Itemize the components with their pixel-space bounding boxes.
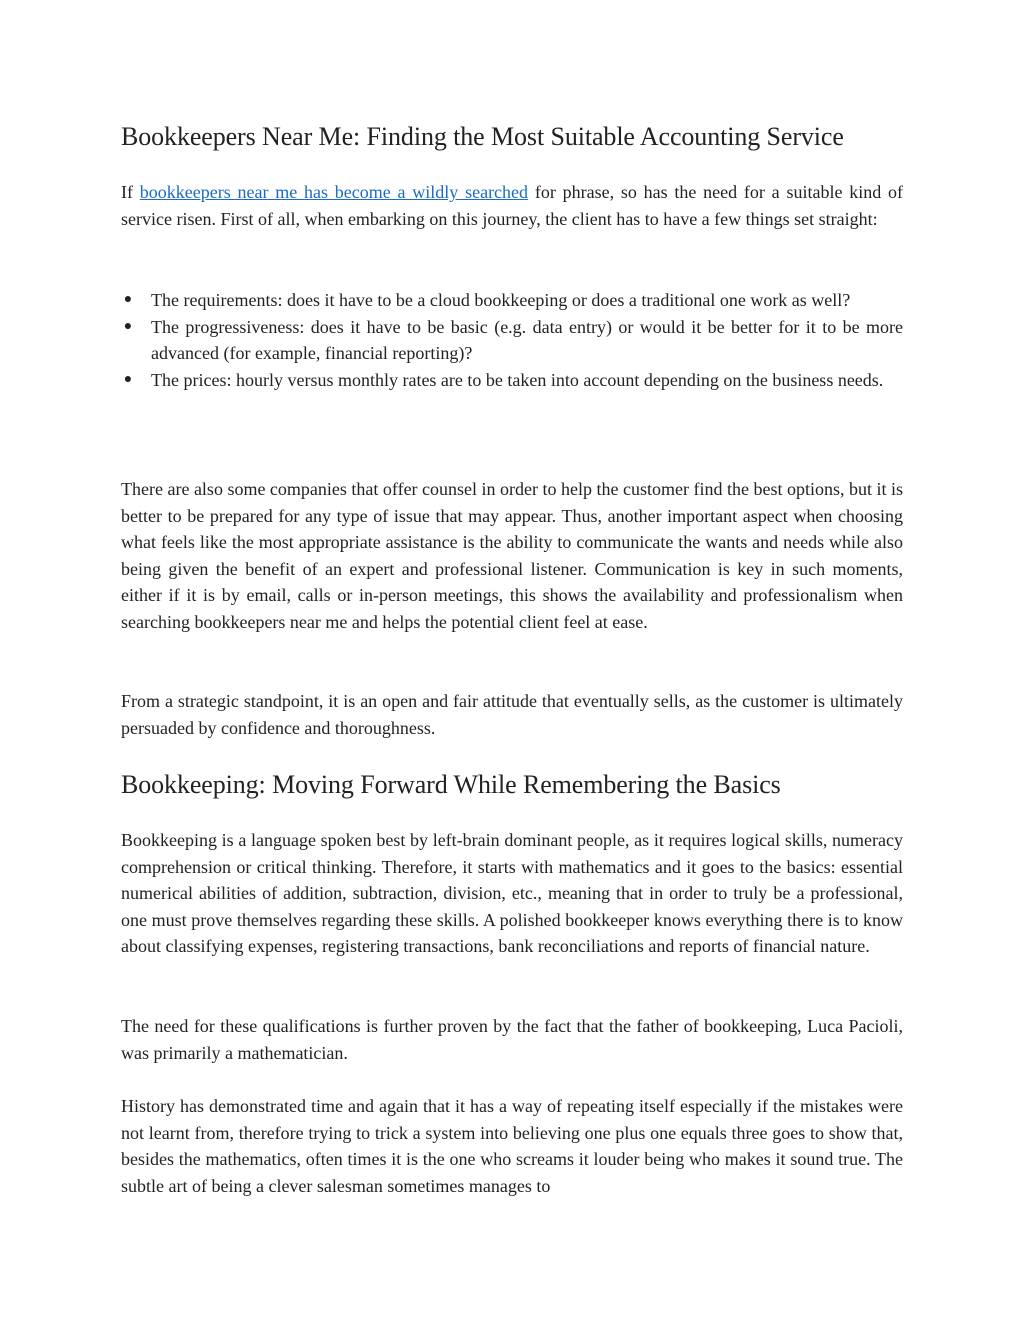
bullet-item-requirements [121, 287, 903, 314]
section-heading-bookkeeping-basics: Bookkeeping: Moving Forward While Remembering the Basics [121, 770, 781, 799]
bookkeepers-near-me-link[interactable]: bookkeepers near me has become a wildly searched [139, 182, 529, 202]
bullet-text: The prices: hourly versus monthly rates are to be taken into account depending on the business needs. [151, 369, 884, 390]
paragraph-qualifications-need: The need for these qualifications is further proven by the fact that the father of bookkeeping, Luca Pacioli, was primarily a mathematician. [121, 1016, 903, 1063]
paragraph-counsel: There are also some companies that offer counsel in order to help the customer find the best options, but it is better to be prepared for any type of issue that may appear. Thus, another important aspect when choosing what feels like the most appropriate assistance is the ability to communicate the wants and needs while also being given the benefit of an expert and professional listener. Communication is key in such moments, either if it is by email, calls or in-person meetings, this shows the availability and professionalism when searching bookkeepers near me and helps the potential client feel at ease. [121, 479, 903, 632]
intro-paragraph [121, 179, 903, 232]
bullet-item-progressiveness [121, 314, 903, 367]
bullet-dot-icon: ● [123, 292, 133, 307]
section-heading-bookkeepers-near-me: Bookkeepers Near Me: Finding the Most Suitable Accounting Service [121, 122, 844, 151]
paragraph-history: History has demonstrated time and again that it has a way of repeating itself especially if the mistakes were not learnt from, therefore trying to trick a system into believing one plus one equals three goes to show that, besides the mathematics, often times it is the one who screams it louder being who makes it sound true. The subtle art of being a clever salesman sometimes manages to [121, 1096, 903, 1196]
bullet-dot-icon: ● [123, 371, 133, 387]
intro-prefix: If [121, 182, 140, 202]
bullet-text: The requirements: does it have to be a cloud bookkeeping or does a traditional one work as well? [151, 290, 851, 310]
intro-suffix: for phrase, so has the need for a suitable kind of service risen. First of all, when embarking on this journey, the client has to have a few things set straight: [121, 182, 903, 229]
requirements-bullet-list [121, 287, 903, 393]
paragraph-bookkeeping-language: Bookkeeping is a language spoken best by left-brain dominant people, as it requires logical skills, numeracy comprehension or critical thinking. Therefore, it starts with mathematics and it goes to the basics: essential numerical abilities of addition, subtraction, division, etc., meaning that in order to truly be a professional, one must prove themselves regarding these skills. A polished bookkeeper knows everything there is to know about classifying expenses, registering transactions, bank reconciliations and reports of financial nature. [121, 830, 903, 956]
paragraph-strategic-standpoint: From a strategic standpoint, it is an open and fair attitude that eventually sells, as the customer is ultimately persuaded by confidence and thoroughness. [121, 691, 903, 738]
bullet-text: The progressiveness: does it have to be basic (e.g. data entry) or would it be better for it to be more advanced (for example, financial reporting)? [151, 316, 903, 363]
bullet-item-prices [121, 367, 903, 394]
bullet-dot-icon: ● [123, 318, 133, 334]
